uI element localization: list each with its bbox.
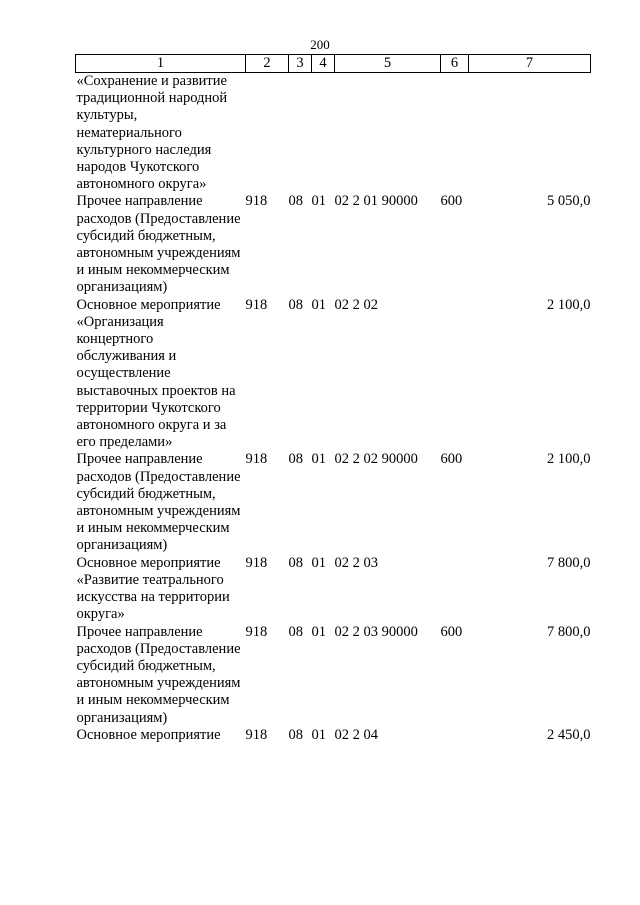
row-target-article: 02 2 01 90000 [334,193,418,210]
row-chapter: 918 [245,193,268,210]
row-name: Прочее направление расходов (Предоставление субсидий бюджетным, автономным учреждениям и иным некоммерческим организациям) [76,193,241,296]
row-target-article [335,73,441,194]
row-name: Основное мероприятие [76,726,221,743]
row-expense-type [441,555,469,624]
row-amount [469,73,591,194]
row-expense-type [441,73,469,194]
header-col-1: 1 [76,55,246,73]
table-row [76,297,591,452]
row-expense-type: 600 [440,193,463,210]
row-section: 08 [288,296,303,313]
row-section: 08 [288,451,303,468]
row-target-article: 02 2 03 90000 [334,623,418,640]
row-expense-type [441,297,469,452]
row-target-article: 02 2 02 90000 [334,451,418,468]
row-chapter: 918 [245,451,268,468]
header-col-4: 4 [312,55,335,73]
header-col-3: 3 [289,55,312,73]
row-chapter: 918 [245,296,268,313]
budget-table [75,54,591,744]
row-amount: 2 100,0 [547,296,591,313]
header-col-6: 6 [441,55,469,73]
header-col-2: 2 [246,55,289,73]
row-section: 08 [288,554,303,571]
row-section: 08 [288,726,303,743]
row-chapter: 918 [245,554,268,571]
header-col-7: 7 [469,55,591,73]
row-name: Прочее направление расходов (Предоставление субсидий бюджетным, автономным учреждениям и иным некоммерческим организациям) [76,623,241,726]
row-section: 08 [288,193,303,210]
row-name: Прочее направление расходов (Предоставление субсидий бюджетным, автономным учреждениям и иным некоммерческим организациям) [76,451,241,554]
page-number: 200 [310,37,330,52]
row-subsection: 01 [311,193,326,210]
row-subsection [312,73,335,194]
row-expense-type [441,727,469,744]
row-section: 08 [288,623,303,640]
row-amount: 2 450,0 [547,726,591,743]
row-section [289,73,312,194]
row-amount: 7 800,0 [547,554,591,571]
row-chapter: 918 [245,726,268,743]
row-name: Основное мероприятие «Развитие театрального искусства на территории округа» [76,554,230,623]
row-subsection: 01 [311,451,326,468]
table-row [76,727,591,744]
table-header-row [76,55,591,73]
row-name: «Сохранение и развитие традиционной народной культуры, нематериального культурного наследия народов Чукотского автономного округа» [76,73,228,193]
table-row [76,73,591,194]
table-row [76,193,591,296]
table-row [76,624,591,727]
row-subsection: 01 [311,726,326,743]
row-name: Основное мероприятие «Организация концертного обслуживания и осуществление выставочных проектов на территории Чукотского автономного округа и за его пределами» [76,296,236,451]
header-col-5: 5 [335,55,441,73]
row-amount: 7 800,0 [547,623,591,640]
row-target-article: 02 2 04 [334,726,378,743]
row-expense-type: 600 [440,623,463,640]
table-row [76,555,591,624]
row-expense-type: 600 [440,451,463,468]
row-subsection: 01 [311,554,326,571]
row-target-article: 02 2 02 [334,296,378,313]
row-chapter [246,73,289,194]
row-chapter: 918 [245,623,268,640]
row-subsection: 01 [311,623,326,640]
row-amount: 2 100,0 [547,451,591,468]
table-row [76,451,591,554]
row-target-article: 02 2 03 [334,554,378,571]
row-subsection: 01 [311,296,326,313]
row-amount: 5 050,0 [547,193,591,210]
